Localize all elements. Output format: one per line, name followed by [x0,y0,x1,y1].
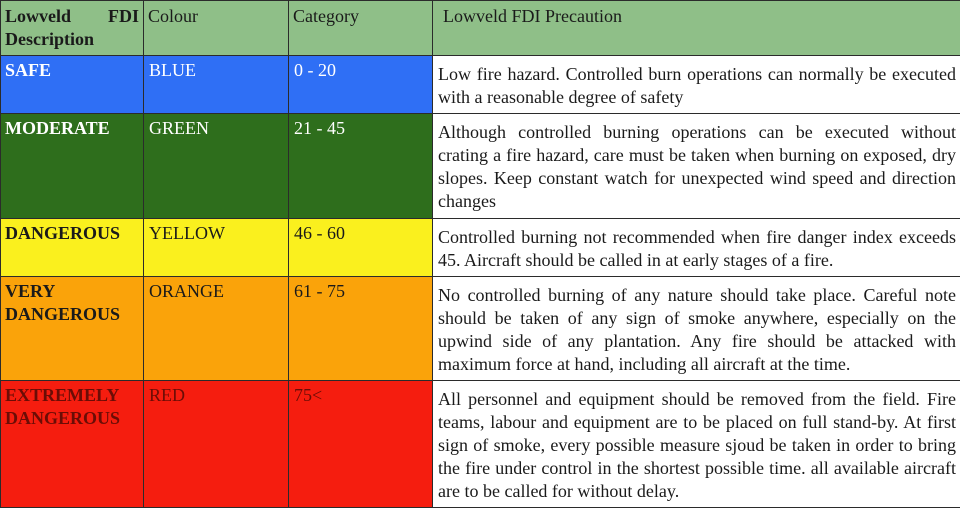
row-description: MODERATE [1,114,144,219]
row-precaution: All personnel and equipment should be removed from the field. Fire teams, labour and equipment are to be placed on full stand-by. At first sign of smoke, every possible measure sjoud be taken in order to bring the fire under control in the shortest possible time. all available aircraft are to be called for without delay. [433,381,960,508]
header-row [1,1,960,56]
header-description-word-2: FDI [108,5,139,28]
row-description: VERY DANGEROUS [1,277,144,381]
row-precaution: Although controlled burning operations can be executed without crating a fire hazard, care must be taken when burning on exposed, dry slopes. Keep constant watch for unexpected wind speed and direction changes [433,114,960,219]
header-description-word-3: Description [5,28,139,51]
row-category: 75< [289,381,433,508]
header-description-word-1: Lowveld [5,5,71,28]
table-row [1,114,960,219]
table-row [1,381,960,508]
header-precaution: Lowveld FDI Precaution [433,1,960,56]
row-colour: RED [144,381,289,508]
row-colour: ORANGE [144,277,289,381]
row-precaution: No controlled burning of any nature should take place. Careful note should be taken of any sign of smoke anywhere, especially on the upwind side of any plantation. Any fire should be attacked with maximum force at hand, including all aircraft at the time. [433,277,960,381]
table-row [1,56,960,114]
row-precaution: Controlled burning not recommended when fire danger index exceeds 45. Aircraft should be called in at early stages of a fire. [433,219,960,277]
row-precaution: Low fire hazard. Controlled burn operations can normally be executed with a reasonable degree of safety [433,56,960,114]
row-colour: GREEN [144,114,289,219]
header-colour: Colour [144,1,289,56]
row-description: DANGEROUS [1,219,144,277]
row-category: 0 - 20 [289,56,433,114]
row-colour: BLUE [144,56,289,114]
table-row [1,219,960,277]
header-category: Category [289,1,433,56]
row-description: EXTREMELY DANGEROUS [1,381,144,508]
row-description: SAFE [1,56,144,114]
row-category: 61 - 75 [289,277,433,381]
row-colour: YELLOW [144,219,289,277]
row-category: 46 - 60 [289,219,433,277]
row-category: 21 - 45 [289,114,433,219]
table-row [1,277,960,381]
header-description [1,1,144,56]
